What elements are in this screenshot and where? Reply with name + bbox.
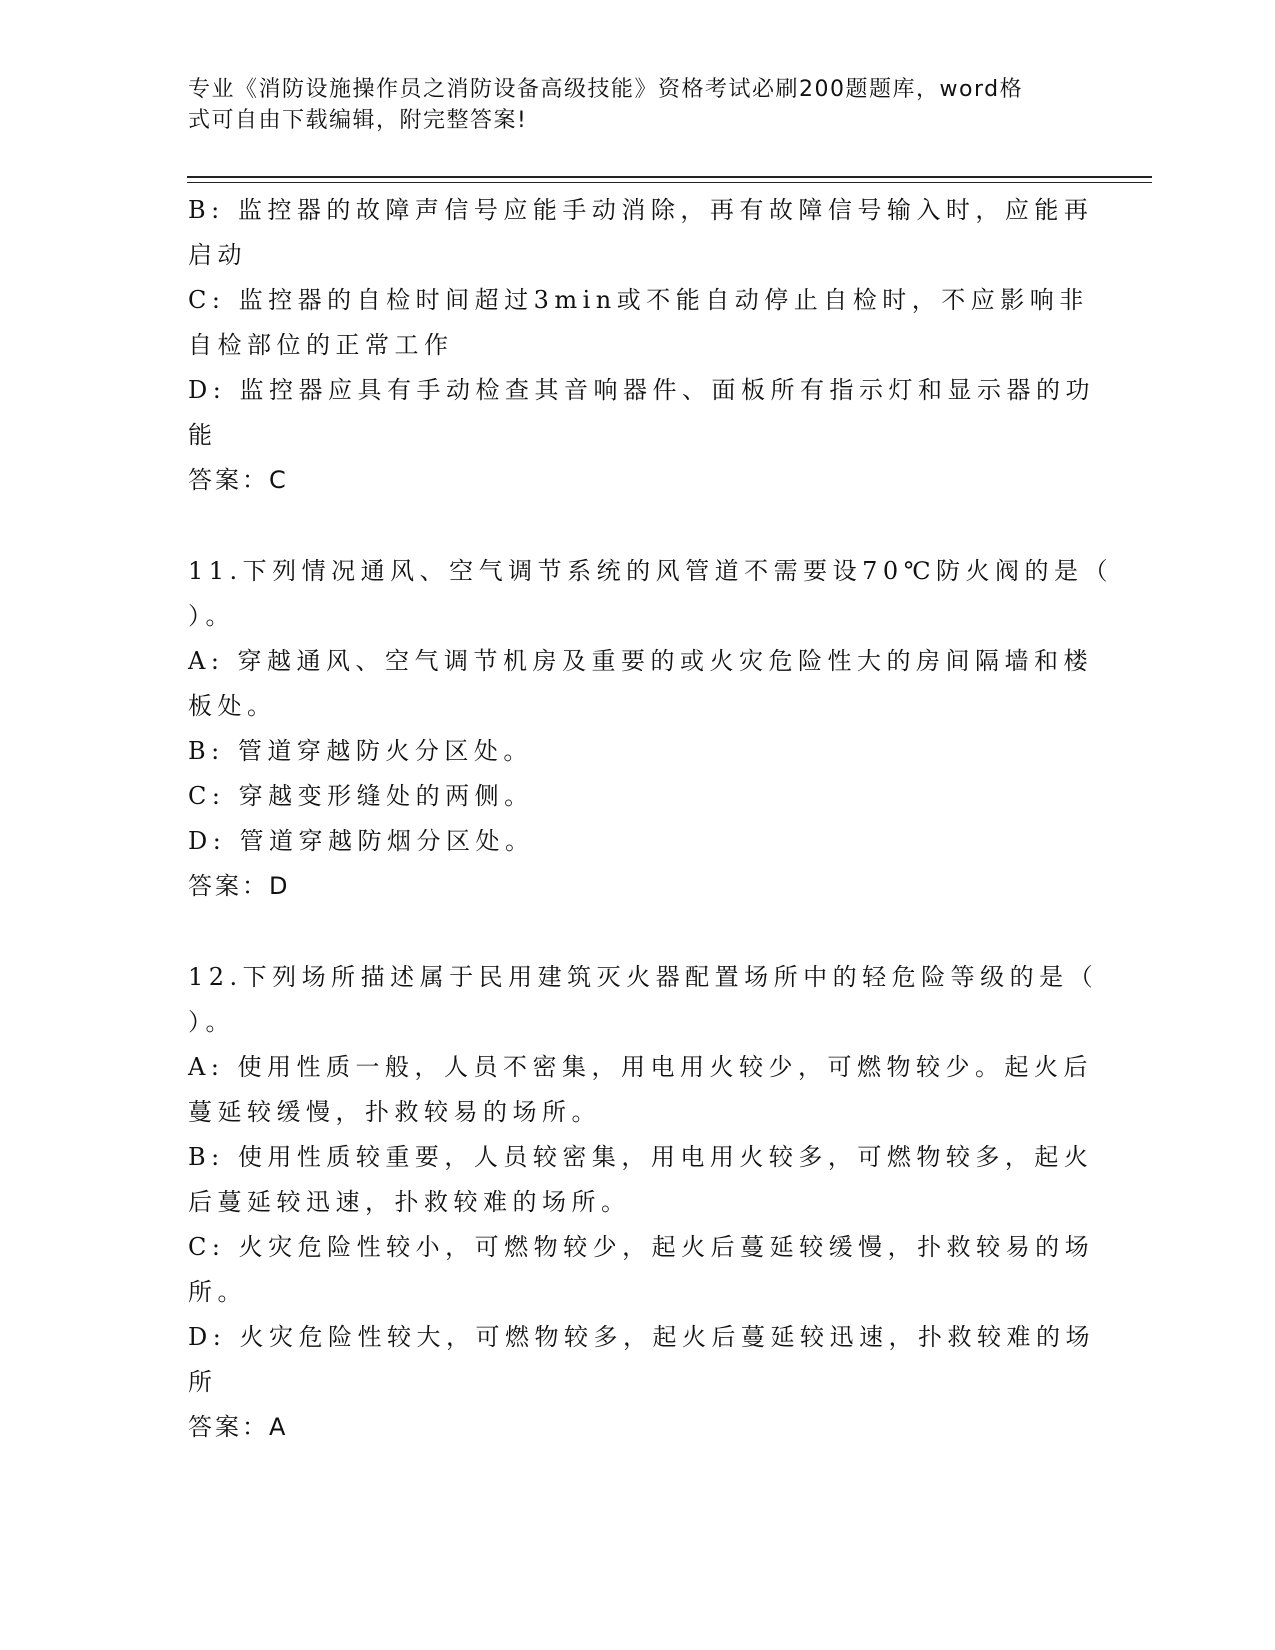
header-title-line-2: 式可自由下载编辑，附完整答案! [188,108,528,133]
q12-option-b-line-2: 后蔓延较迅速，扑救较难的场所。 [188,1188,631,1216]
page-header [188,74,1068,136]
q10-option-c-line-2: 自检部位的正常工作 [188,331,454,359]
q11-option-d: D: 管道穿越防烟分区处。 [188,827,535,855]
q12-option-a-line-1: A: 使用性质一般，人员不密集，用电用火较少，可燃物较少。起火后 [188,1053,1094,1081]
q12-answer: 答案：A [188,1413,289,1441]
q12-option-a-line-2: 蔓延较缓慢，扑救较易的场所。 [188,1098,601,1126]
question-content [188,188,1114,1450]
header-title-line-1: 专业《消防设施操作员之消防设备高级技能》资格考试必刷200题题库，word格 [188,77,1024,102]
question-11 [188,549,1114,909]
q10-option-b-line-1: B: 监控器的故障声信号应能手动消除，再有故障信号输入时，应能再 [188,196,1094,224]
q10-option-c-line-1: C: 监控器的自检时间超过3min或不能自动停止自检时，不应影响非 [188,286,1089,314]
q10-option-b-line-2: 启动 [188,241,247,269]
q11-stem-line-2: ）。 [188,602,235,630]
question-10-continued [188,188,1095,503]
q10-option-d-line-1: D: 监控器应具有手动检查其音响器件、面板所有指示灯和显示器的功 [188,376,1095,404]
q10-answer: 答案：C [188,466,289,494]
question-12 [188,955,1099,1450]
q11-option-b: B: 管道穿越防火分区处。 [188,737,533,765]
header-divider [187,176,1152,183]
q10-option-d-line-2: 能 [188,421,218,449]
q11-option-a-line-1: A: 穿越通风、空气调节机房及重要的或火灾危险性大的房间隔墙和楼 [188,647,1094,675]
q11-stem-line-1: 11.下列情况通风、空气调节系统的风管道不需要设70℃防火阀的是（ [188,557,1114,585]
question-spacer [188,909,1088,955]
q12-stem-line-2: ）。 [188,1008,235,1036]
q11-answer: 答案：D [188,872,291,900]
q12-stem-line-1: 12.下列场所描述属于民用建筑灭火器配置场所中的轻危险等级的是（ [188,963,1099,991]
q12-option-c-line-2: 所。 [188,1278,247,1306]
q11-option-c: C: 穿越变形缝处的两侧。 [188,782,534,810]
question-spacer [188,503,1088,549]
q12-option-c-line-1: C: 火灾危险性较小，可燃物较少，起火后蔓延较缓慢，扑救较易的场 [188,1233,1095,1261]
q12-option-d-line-1: D: 火灾危险性较大，可燃物较多，起火后蔓延较迅速，扑救较难的场 [188,1323,1095,1351]
q12-option-b-line-1: B: 使用性质较重要，人员较密集，用电用火较多，可燃物较多，起火 [188,1143,1094,1171]
q11-option-a-line-2: 板处。 [188,692,277,720]
q12-option-d-line-2: 所 [188,1368,218,1396]
